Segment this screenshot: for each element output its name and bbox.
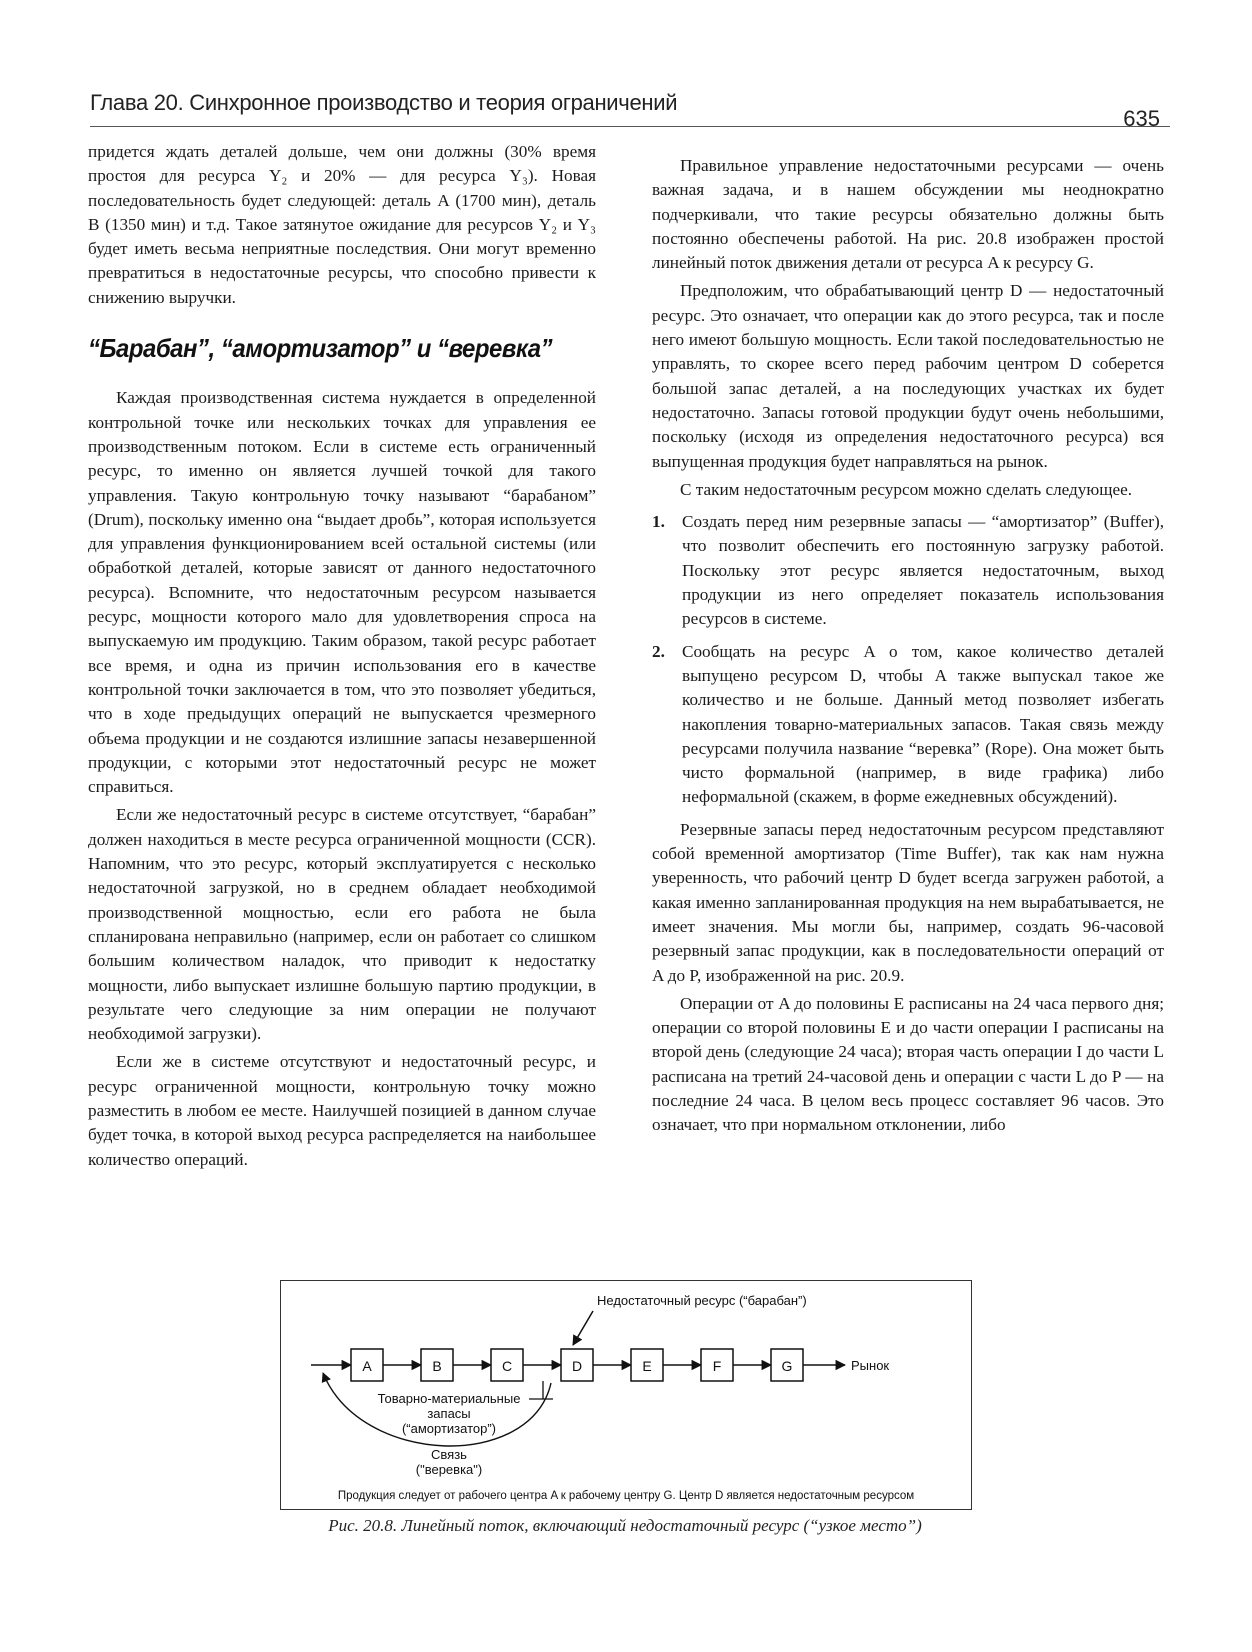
right-column [652, 154, 1164, 1138]
list-item-text: Создать перед ним резервные запасы — “амортизатор” (Buffer), что позволит обеспечить его постоянную загрузку работой. Поскольку этот ресурс является недостаточным, выход продукции из него определяет показатель использования ресурсов в системе. [682, 512, 1164, 629]
right-paragraph-5: Операции от A до половины E расписаны на 24 часа первого дня; операции со второй половины E и до части операции I расписаны на второй день (следующие 24 часа); вторая часть операции I до части L расписана на третий 24-часовой день и операции с части L до P — на последние 24 часа. В целом весь процесс составляет 96 часов. Это означает, что при нормальном отклонении, либо [652, 993, 1164, 1135]
svg-text:F: F [712, 1358, 722, 1374]
list-item [652, 510, 1164, 631]
figure-inner-caption: Продукция следует от рабочего центра A к рабочему центру G. Центр D является недостаточным ресурсом [337, 1490, 915, 1502]
svg-text:C: C [501, 1358, 513, 1374]
section-heading: “Барабан”, “амортизатор” и “веревка” [88, 333, 553, 364]
svg-text:D: D [571, 1358, 583, 1374]
box-e [631, 1349, 663, 1381]
left-paragraph-3: Если же недостаточный ресурс в системе отсутствует, “барабан” должен находиться в месте ресурса ограниченной мощности (CCR). Напомним, что это ресурс, который эксплуатируется с несколько недостаточной загрузкой, но в среднем обладает необходимой производственной мощностью, если его работа не была спланирована неправильно (например, если он работает со слишком большим количеством наладок, что приводит к недостатку мощности, либо выпускает излишне большую партию продукции, в результате чего следующие за ним операции не получают необходимой загрузки). [88, 805, 596, 1044]
left-paragraph-4: Если же в системе отсутствуют и недостаточный ресурс, и ресурс ограниченной мощности, контрольную точку можно разместить в любом ее месте. Наилучшей позицией в данном случае будет точка, в которой выход ресурса распределяется на наибольшее количество операций. [88, 1052, 596, 1169]
box-d [561, 1349, 593, 1381]
rope-label-line-1: Связь [431, 1447, 467, 1462]
numbered-list [652, 510, 1164, 810]
running-head [90, 86, 1170, 131]
right-paragraph-2: Предположим, что обрабатывающий центр D — недостаточный ресурс. Это означает, что операции как до этого ресурса, так и после него имеют большую мощность. Если такой последовательностью не управлять, то скорее всего перед рабочим центром D соберется большой запас деталей, а на последующих участках их будет недостаточно. Запасы готовой продукции будут очень небольшими, поскольку (исходя из определения недостаточного ресурса) вся выпущенная продукция будет направляться на рынок. [652, 281, 1164, 471]
buffer-label-line-2: запасы [427, 1406, 471, 1421]
left-paragraph-2: Каждая производственная система нуждается в определенной контрольной точке или нескольких точках для управления ее производственным потоком. Если в системе есть ограниченный ресурс, то именно он является лучшей точкой для такого управления. Такую контрольную точку называют “барабаном” (Drum), поскольку именно она “выдает дробь”, которая используется для управления функционированием всей остальной системы (или обработкой деталей, которые зависят от данного недостаточного ресурса). Вспомните, что недостаточным ресурсом называется ресурс, мощности которого мало для удовлетворения спроса на выпускаемую им продукцию. Таким образом, такой ресурс работает все время, и одна из причин использования его в качестве контрольной точки заключается в том, что это позволяет убедиться, что в ходе предыдущих операций не выпускается чрезмерного объема продукции и не создаются излишние запасы незавершенной продукции, с которыми этот недостаточный ресурс не может справиться. [88, 388, 596, 797]
page-number: 635 [1123, 106, 1160, 131]
figure-20-8 [280, 1280, 972, 1510]
left-paragraph-1: придется ждать деталей дольше, чем они должны (30% время простоя для ресурса Y₂ и 20% — для ресурса Y₃). Новая последовательность будет следующей: деталь A (1700 мин), деталь B (1350 мин) и т.д. Такое затянутое ожидание для ресурсов Y₂ и Y₃ будет иметь весьма неприятные последствия. Они могут временно превратиться в недостаточные ресурсы, что способно привести к снижению выручки. [88, 142, 596, 307]
list-item-number: 1. [652, 512, 665, 532]
chapter-title: Глава 20. Синхронное производство и теория ограничений [90, 90, 678, 115]
left-column [88, 140, 596, 1172]
right-paragraph-3: С таким недостаточным ресурсом можно сделать следующее. [680, 479, 1133, 499]
box-g [771, 1349, 803, 1381]
figure-caption: Рис. 20.8. Линейный поток, включающий недостаточный ресурс (“узкое место”) [328, 1516, 922, 1535]
svg-text:A: A [362, 1358, 372, 1374]
box-c [491, 1349, 523, 1381]
svg-text:B: B [432, 1358, 442, 1374]
list-item-number: 2. [652, 641, 665, 661]
list-item-text: Сообщать на ресурс A о том, какое количество деталей выпущено ресурсом D, чтобы A также выпускал такое же количество и не больше. Данный метод позволяет избегать накопления товарно-материальных запасов. Такая связь между ресурсами получила название “веревка” (Rope). Она может быть чисто формальной (например, в виде графика) либо неформальной (скажем, в форме ежедневных обсуждений). [682, 641, 1164, 807]
list-item [652, 640, 1164, 810]
flow-diagram [281, 1281, 971, 1509]
drum-pointer [573, 1311, 593, 1345]
buffer-label-line-1: Товарно-материальные [377, 1391, 521, 1406]
right-paragraph-4: Резервные запасы перед недостаточным ресурсом представляют собой временной амортизатор (Time Buffer), так как нам нужна уверенность, что рабочий центр D будет всегда загружен работой, а какая именно запланированная продукция на нем вырабатывается, не имеет значения. Мы могли бы, например, создать 96-часовой резервный запас продукции, как в последовательности операций от A до P, изображенной на рис. 20.9. [652, 819, 1164, 985]
box-b [421, 1349, 453, 1381]
box-a [351, 1349, 383, 1381]
rope-label-line-2: ("веревка") [415, 1462, 483, 1477]
box-f [701, 1349, 733, 1381]
market-label: Рынок [851, 1358, 890, 1373]
right-paragraph-1: Правильное управление недостаточными ресурсами — очень важная задача, и в нашем обсуждении мы неоднократно подчеркивали, что такие ресурсы обязательно должны быть постоянно обеспечены работой. На рис. 20.8 изображен простой линейный поток движения детали от ресурса A к ресурсу G. [652, 156, 1164, 273]
svg-text:E: E [642, 1358, 652, 1374]
drum-label: Недостаточный ресурс (“барабан”) [597, 1293, 807, 1308]
svg-text:G: G [781, 1358, 793, 1374]
buffer-label-line-3: (“амортизатор”) [401, 1421, 497, 1436]
